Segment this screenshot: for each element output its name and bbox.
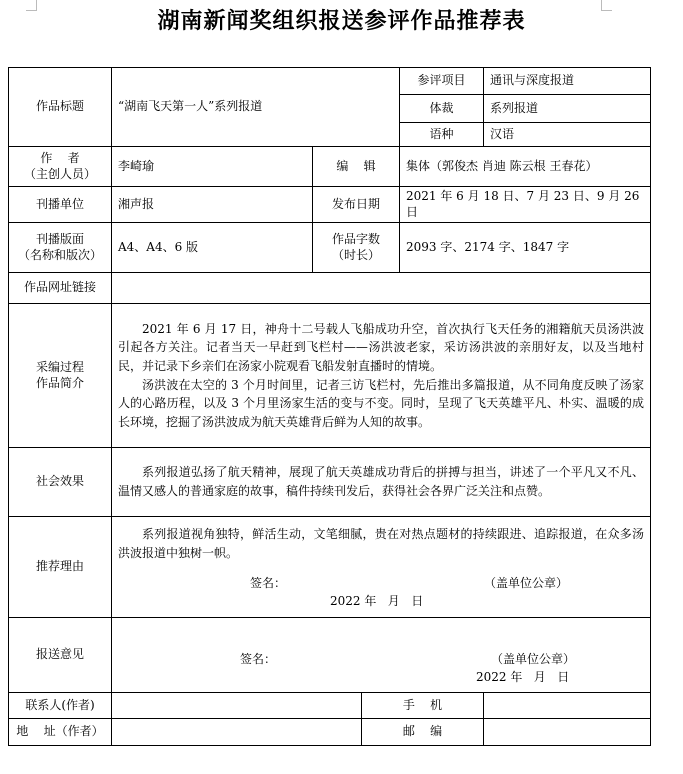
reason-text: 系列报道视角独特，鲜活生动，文笔细腻，贵在对热点题材的持续跟进、追踪报道，在众多汤洪波报道中独树一帜。 [118, 527, 645, 560]
summary-paragraph-2: 汤洪波在太空的 3 个月时间里，记者三访飞栏村，先后推出多篇报道，从不同角度反映了汤家人的心路历程，以及 3 个月里汤家生活的变与不变。同时，呈现了飞天英雄平凡、朴实、温暖的成长环境，挖掘了汤洪波成为航天英雄背后鲜为人知的故事。 [118, 377, 645, 429]
publisher-value[interactable]: 湘声报 [112, 187, 313, 223]
edition-value[interactable]: A4、A4、6 版 [112, 223, 313, 273]
reason-label: 推荐理由 [9, 517, 112, 618]
editor-label: 编 辑 [313, 147, 400, 187]
publish-date-label: 发布日期 [313, 187, 400, 223]
genre-label: 体裁 [400, 95, 484, 123]
summary-label [9, 304, 112, 448]
author-value[interactable]: 李崎瑜 [112, 147, 313, 187]
reason-sign-label: 签名： [250, 576, 287, 591]
edition-label [9, 223, 112, 273]
contact-value[interactable] [112, 693, 362, 719]
publish-date-value[interactable]: 2021 年 6 月 18 日、7 月 23 日、9 月 26 日 [400, 187, 651, 223]
phone-label: 手 机 [362, 693, 484, 719]
author-label [9, 147, 112, 187]
address-value[interactable] [112, 719, 362, 746]
submission-seal-label: （盖单位公章） [491, 652, 576, 666]
edition-label-line1: 刊播版面 [35, 231, 84, 246]
submission-value[interactable] [112, 618, 651, 693]
submission-sign-label: 签名： [240, 652, 277, 666]
edition-label-line2: （名称和版次） [17, 247, 102, 262]
language-label: 语种 [400, 123, 484, 147]
language-value[interactable]: 汉语 [484, 123, 651, 147]
summary-paragraph-1: 2021 年 6 月 17 日，神舟十二号载人飞船成功升空，首次执行飞天任务的湘籍航天员汤洪波引起各方关注。记者当天一早赶到飞栏村——汤洪波老家，采访汤洪波的亲朋好友，以及当地村民，并记录下乡亲们在汤家小院观看飞船发射直播时的情境。 [118, 321, 645, 373]
submission-date: 2022 年 月 日 [476, 670, 570, 684]
reason-seal-label: （盖单位公章） [484, 576, 569, 591]
editor-value[interactable]: 集体（郭俊杰 肖迪 陈云根 王春花） [400, 147, 651, 187]
recommendation-form [8, 67, 651, 746]
reason-value[interactable] [112, 517, 651, 618]
reason-date: 2022 年 月 日 [330, 594, 424, 609]
address-label: 地 址（作者） [9, 719, 112, 746]
submission-label: 报送意见 [9, 618, 112, 693]
author-label-line1: 作 者 [40, 150, 80, 165]
effect-label: 社会效果 [9, 448, 112, 517]
author-label-line2: （主创人员） [23, 166, 96, 181]
word-count-label-line2: （时长） [332, 247, 381, 262]
contact-label: 联系人(作者) [9, 693, 112, 719]
word-count-value[interactable]: 2093 字、2174 字、1847 字 [400, 223, 651, 273]
url-value[interactable] [112, 273, 651, 304]
summary-value[interactable] [112, 304, 651, 448]
work-title-value[interactable]: “湖南飞天第一人”系列报道 [112, 68, 400, 147]
postcode-value[interactable] [484, 719, 651, 746]
summary-label-line1: 采编过程 [35, 359, 84, 374]
url-label: 作品网址链接 [9, 273, 112, 304]
category-value[interactable]: 通讯与深度报道 [484, 68, 651, 95]
postcode-label: 邮 编 [362, 719, 484, 746]
category-label: 参评项目 [400, 68, 484, 95]
effect-value[interactable] [112, 448, 651, 517]
word-count-label-line1: 作品字数 [332, 231, 381, 246]
genre-value[interactable]: 系列报道 [484, 95, 651, 123]
summary-label-line2: 作品简介 [35, 375, 84, 390]
phone-value[interactable] [484, 693, 651, 719]
effect-text: 系列报道弘扬了航天精神，展现了航天英雄成功背后的拼搏与担当，讲述了一个平凡又不凡、温情又感人的普通家庭的故事，稿件持续刊发后，获得社会各界广泛关注和点赞。 [118, 465, 645, 498]
page-title: 湖南新闻奖组织报送参评作品推荐表 [157, 9, 526, 34]
word-count-label [313, 223, 400, 273]
publisher-label: 刊播单位 [9, 187, 112, 223]
work-title-label: 作品标题 [9, 68, 112, 147]
